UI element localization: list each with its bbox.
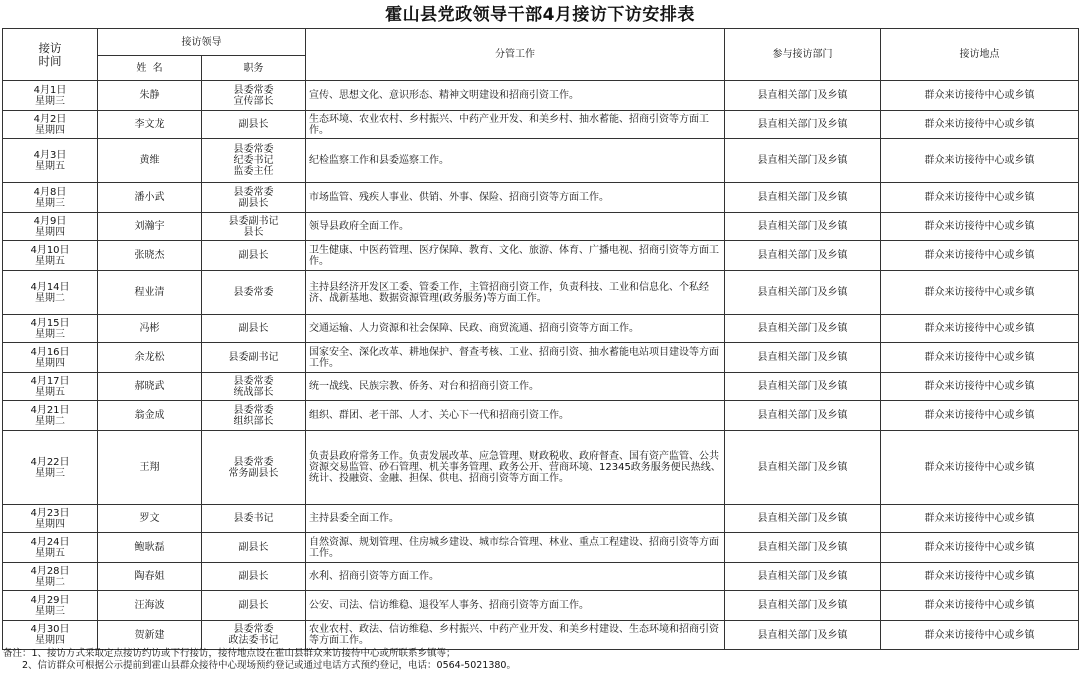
row-name: 郝晓武: [98, 373, 202, 401]
row-duty: 主持县经济开发区工委、管委工作，主管招商引资工作，负责科技、工业和信息化、个私经济、战新基地、数据资源管理(政务服务)等方面工作。: [306, 271, 725, 315]
row-duty: 公安、司法、信访维稳、退役军人事务、招商引资等方面工作。: [306, 591, 725, 621]
table-row: [3, 373, 1079, 401]
row-date: 4月30日: [30, 624, 70, 635]
row-place: 群众来访接待中心或乡镇: [881, 621, 1079, 650]
row-name: 罗文: [98, 505, 202, 533]
row-duty: 负责县政府常务工作。负责发展改革、应急管理、财政税收、政府督查、国有资产监管、公共资源交易监管、砂石管理、机关事务管理、政务公开、营商环境、12345政务服务便民热线、统计、投融资、金融、担保、供电、招商引资等方面工作。: [306, 431, 725, 505]
table-row: [3, 315, 1079, 343]
table-row: [3, 81, 1079, 111]
header-place: 接访地点: [881, 29, 1079, 81]
row-duty: 组织、群团、老干部、人才、关心下一代和招商引资工作。: [306, 401, 725, 431]
row-dept: 县直相关部门及乡镇: [725, 271, 881, 315]
table-row: [3, 183, 1079, 213]
row-date-cell: [3, 401, 98, 431]
row-date: 4月28日: [30, 565, 70, 577]
row-name: 刘瀚宇: [98, 213, 202, 241]
row-duty: 卫生健康、中医药管理、医疗保障、教育、文化、旅游、体育、广播电视、招商引资等方面工作。: [306, 241, 725, 271]
row-date: 4月16日: [30, 346, 70, 358]
row-place: 群众来访接待中心或乡镇: [881, 373, 1079, 401]
row-place: 群众来访接待中心或乡镇: [881, 401, 1079, 431]
row-position: 县委副书记: [202, 343, 306, 373]
row-weekday: 星期二: [35, 292, 65, 304]
row-place: 群众来访接待中心或乡镇: [881, 431, 1079, 505]
row-position: 县委常委 宣传部长: [202, 81, 306, 111]
row-date: 4月10日: [30, 244, 70, 256]
header-leader: 接访领导: [98, 29, 306, 56]
row-date: 4月22日: [30, 456, 70, 468]
row-position: 副县长: [202, 315, 306, 343]
row-duty: 主持县委全面工作。: [306, 505, 725, 533]
row-place: 群众来访接待中心或乡镇: [881, 271, 1079, 315]
row-dept: 县直相关部门及乡镇: [725, 241, 881, 271]
header-position: 职务: [202, 56, 306, 81]
row-dept: 县直相关部门及乡镇: [725, 111, 881, 139]
row-position: 县委常委 纪委书记 监委主任: [202, 139, 306, 183]
row-weekday: 星期四: [35, 226, 65, 238]
row-duty: 交通运输、人力资源和社会保障、民政、商贸流通、招商引资等方面工作。: [306, 315, 725, 343]
row-duty: 市场监管、残疾人事业、供销、外事、保险、招商引资等方面工作。: [306, 183, 725, 213]
header-row-top: [3, 29, 1079, 56]
header-time: [3, 29, 98, 81]
row-name: 黄维: [98, 139, 202, 183]
row-weekday: 星期三: [35, 197, 65, 209]
row-duty: 国家安全、深化改革、耕地保护、督查考核、工业、招商引资、抽水蓄能电站项目建设等方面工作。: [306, 343, 725, 373]
table-row: [3, 271, 1079, 315]
row-date-cell: [3, 183, 98, 213]
row-weekday: 星期四: [35, 518, 65, 530]
row-duty: 宣传、思想文化、意识形态、精神文明建设和招商引资工作。: [306, 81, 725, 111]
row-name: 余龙松: [98, 343, 202, 373]
row-weekday: 星期四: [35, 124, 65, 136]
row-weekday: 星期五: [35, 160, 65, 172]
row-date-cell: [3, 271, 98, 315]
row-place: 群众来访接待中心或乡镇: [881, 111, 1079, 139]
row-place: 群众来访接待中心或乡镇: [881, 343, 1079, 373]
row-name: 朱静: [98, 81, 202, 111]
row-place: 群众来访接待中心或乡镇: [881, 213, 1079, 241]
row-date: 4月2日: [33, 113, 67, 125]
row-date-cell: [3, 111, 98, 139]
table-row: [3, 533, 1079, 563]
row-position: 县委书记: [202, 505, 306, 533]
schedule-table: [2, 28, 1079, 650]
row-date-cell: [3, 505, 98, 533]
row-name: 汪海波: [98, 591, 202, 621]
row-position: 县委常委 统战部长: [202, 373, 306, 401]
row-position: 副县长: [202, 533, 306, 563]
header-name: 姓 名: [98, 56, 202, 81]
row-name: 王翔: [98, 431, 202, 505]
row-dept: 县直相关部门及乡镇: [725, 373, 881, 401]
row-weekday: 星期五: [35, 386, 65, 398]
row-name: 程业清: [98, 271, 202, 315]
row-dept: 县直相关部门及乡镇: [725, 81, 881, 111]
row-date-cell: [3, 139, 98, 183]
table-row: [3, 563, 1079, 591]
row-date-cell: [3, 563, 98, 591]
row-date: 4月17日: [30, 375, 70, 387]
row-date: 4月14日: [30, 281, 70, 293]
row-place: 群众来访接待中心或乡镇: [881, 563, 1079, 591]
row-name: 冯彬: [98, 315, 202, 343]
row-date-cell: [3, 213, 98, 241]
row-name: 贺新建: [98, 621, 202, 650]
row-name: 陶春姐: [98, 563, 202, 591]
table-row: [3, 621, 1079, 650]
row-date-cell: [3, 315, 98, 343]
note-line-1: 备注：1、接访方式采取定点接访约访或下行接访，接待地点设在霍山县群众来访接待中心或所联系乡镇等；: [3, 648, 456, 659]
row-name: 张晓杰: [98, 241, 202, 271]
table-row: [3, 401, 1079, 431]
row-name: 潘小武: [98, 183, 202, 213]
row-position: 县委常委 常务副县长: [202, 431, 306, 505]
row-place: 群众来访接待中心或乡镇: [881, 533, 1079, 563]
table-row: [3, 111, 1079, 139]
row-date-cell: [3, 373, 98, 401]
row-weekday: 星期四: [35, 357, 65, 369]
row-duty: 领导县政府全面工作。: [306, 213, 725, 241]
header-duty: 分管工作: [306, 29, 725, 81]
row-position: 县委常委 组织部长: [202, 401, 306, 431]
note-line-2: 2、信访群众可根据公示提前到霍山县群众接待中心现场预约登记或通过电话方式预约登记，电话：0564-5021380。: [3, 659, 516, 671]
row-weekday: 星期二: [35, 576, 65, 588]
row-date-cell: [3, 621, 98, 650]
row-date: 4月15日: [30, 317, 70, 329]
row-date-cell: [3, 343, 98, 373]
header-time-label: 接访时间: [38, 40, 62, 68]
row-date: 4月29日: [30, 594, 70, 606]
schedule-rows: [3, 81, 1079, 650]
row-weekday: 星期四: [35, 635, 65, 646]
row-weekday: 星期五: [35, 547, 65, 559]
row-date: 4月9日: [33, 215, 67, 227]
table-row: [3, 213, 1079, 241]
row-dept: 县直相关部门及乡镇: [725, 139, 881, 183]
row-date: 4月8日: [33, 186, 67, 198]
row-dept: 县直相关部门及乡镇: [725, 591, 881, 621]
row-date: 4月24日: [30, 536, 70, 548]
row-date-cell: [3, 533, 98, 563]
row-place: 群众来访接待中心或乡镇: [881, 139, 1079, 183]
page-title: 霍山县党政领导干部4月接访下访安排表: [385, 5, 695, 25]
row-dept: 县直相关部门及乡镇: [725, 621, 881, 650]
row-duty: 生态环境、农业农村、乡村振兴、中药产业开发、和美乡村、抽水蓄能、招商引资等方面工作。: [306, 111, 725, 139]
row-duty: 纪检监察工作和县委巡察工作。: [306, 139, 725, 183]
row-position: 副县长: [202, 563, 306, 591]
row-place: 群众来访接待中心或乡镇: [881, 241, 1079, 271]
notes: [3, 648, 1077, 671]
row-position: 副县长: [202, 111, 306, 139]
table-row: [3, 343, 1079, 373]
row-dept: 县直相关部门及乡镇: [725, 183, 881, 213]
row-place: 群众来访接待中心或乡镇: [881, 81, 1079, 111]
row-dept: 县直相关部门及乡镇: [725, 505, 881, 533]
row-dept: 县直相关部门及乡镇: [725, 563, 881, 591]
table-row: [3, 431, 1079, 505]
row-duty: 统一战线、民族宗教、侨务、对台和招商引资工作。: [306, 373, 725, 401]
row-dept: 县直相关部门及乡镇: [725, 315, 881, 343]
row-dept: 县直相关部门及乡镇: [725, 533, 881, 563]
row-position: 县委常委 政法委书记: [202, 621, 306, 650]
row-dept: 县直相关部门及乡镇: [725, 343, 881, 373]
row-dept: 县直相关部门及乡镇: [725, 431, 881, 505]
row-weekday: 星期三: [35, 467, 65, 479]
row-date-cell: [3, 431, 98, 505]
table-row: [3, 139, 1079, 183]
row-duty: 水利、招商引资等方面工作。: [306, 563, 725, 591]
row-name: 李文龙: [98, 111, 202, 139]
row-position: 副县长: [202, 591, 306, 621]
row-duty: 农业农村、政法、信访维稳、乡村振兴、中药产业开发、和美乡村建设、生态环境和招商引资等方面工作。: [306, 621, 725, 650]
row-dept: 县直相关部门及乡镇: [725, 213, 881, 241]
row-place: 群众来访接待中心或乡镇: [881, 315, 1079, 343]
row-position: 县委副书记 县长: [202, 213, 306, 241]
row-weekday: 星期五: [35, 255, 65, 267]
row-date-cell: [3, 81, 98, 111]
row-position: 副县长: [202, 241, 306, 271]
table-row: [3, 591, 1079, 621]
row-place: 群众来访接待中心或乡镇: [881, 505, 1079, 533]
table-row: [3, 505, 1079, 533]
row-position: 县委常委 副县长: [202, 183, 306, 213]
row-date-cell: [3, 241, 98, 271]
row-weekday: 星期三: [35, 95, 65, 107]
row-name: 翁金成: [98, 401, 202, 431]
row-date-cell: [3, 591, 98, 621]
row-date: 4月21日: [30, 404, 70, 416]
row-date: 4月1日: [33, 84, 67, 96]
row-name: 鲍耿磊: [98, 533, 202, 563]
row-duty: 自然资源、规划管理、住房城乡建设、城市综合管理、林业、重点工程建设、招商引资等方面工作。: [306, 533, 725, 563]
row-position: 县委常委: [202, 271, 306, 315]
row-dept: 县直相关部门及乡镇: [725, 401, 881, 431]
row-date: 4月23日: [30, 507, 70, 519]
header-dept: 参与接访部门: [725, 29, 881, 81]
table-row: [3, 241, 1079, 271]
row-place: 群众来访接待中心或乡镇: [881, 183, 1079, 213]
row-weekday: 星期三: [35, 328, 65, 340]
row-date: 4月3日: [33, 149, 67, 161]
row-place: 群众来访接待中心或乡镇: [881, 591, 1079, 621]
row-weekday: 星期二: [35, 415, 65, 427]
row-weekday: 星期三: [35, 605, 65, 617]
